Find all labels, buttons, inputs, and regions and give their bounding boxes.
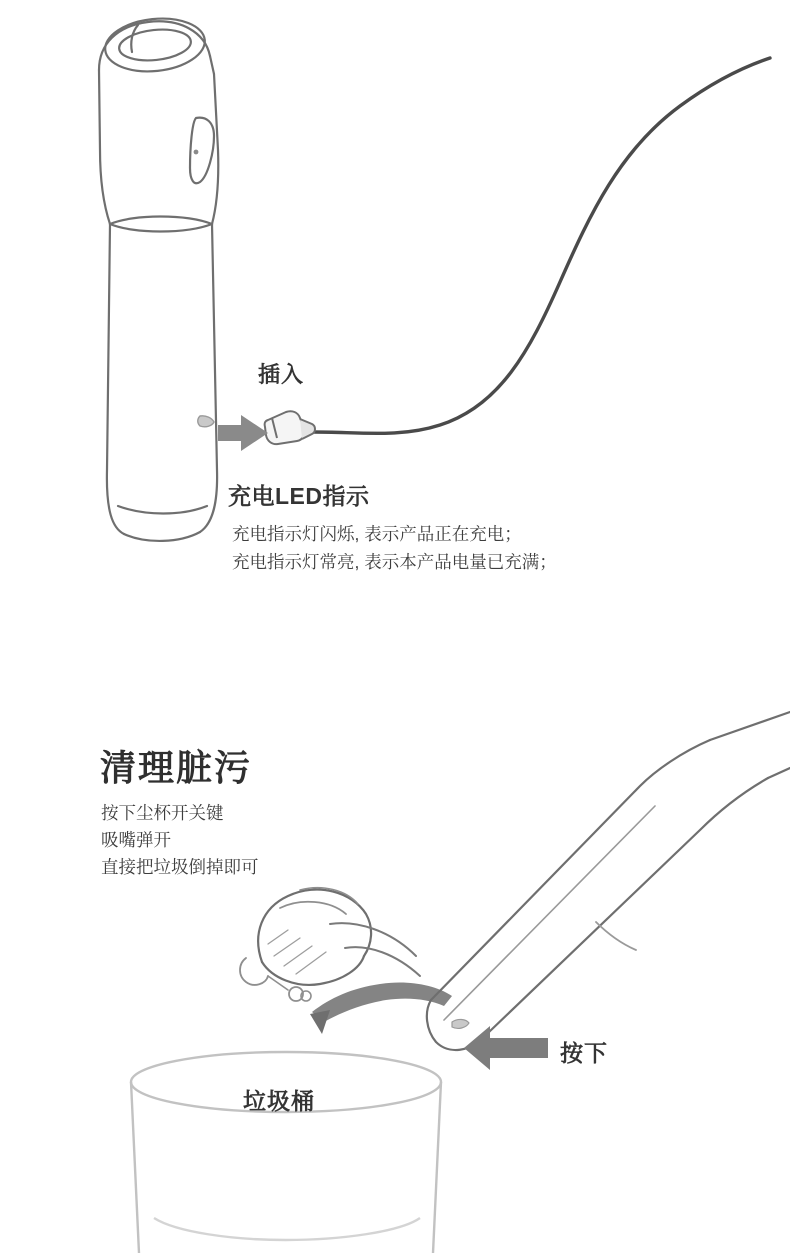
charging-led-description [232, 520, 557, 576]
usb-plug-icon [265, 411, 315, 444]
trash-bin-label: 垃圾桶 [243, 1088, 315, 1114]
cleaning-section-description [101, 800, 259, 881]
press-label: 按下 [560, 1040, 608, 1066]
usb-charging-cable [313, 58, 770, 433]
dust-cup-swing-arrow-icon [310, 983, 452, 1035]
insert-label: 插入 [258, 362, 305, 387]
insert-arrow-icon [218, 415, 268, 451]
cleaning-desc-line1: 按下尘杯开关键 [101, 803, 224, 823]
led-desc-line1: 充电指示灯闪烁, 表示产品正在充电； [232, 524, 522, 544]
cleaning-desc-line3: 直接把垃圾倒掉即可 [101, 857, 259, 877]
cleaning-section-title: 清理脏污 [100, 747, 253, 788]
vacuum-device-tilted-illustration [427, 712, 790, 1050]
press-arrow-icon [464, 1018, 548, 1072]
led-desc-line2: 充电指示灯常亮, 表示本产品电量已充满； [232, 552, 557, 572]
vacuum-device-illustration [99, 14, 218, 541]
charging-led-label: 充电LED指示 [228, 483, 370, 509]
cleaning-desc-line2: 吸嘴弹开 [101, 830, 171, 850]
